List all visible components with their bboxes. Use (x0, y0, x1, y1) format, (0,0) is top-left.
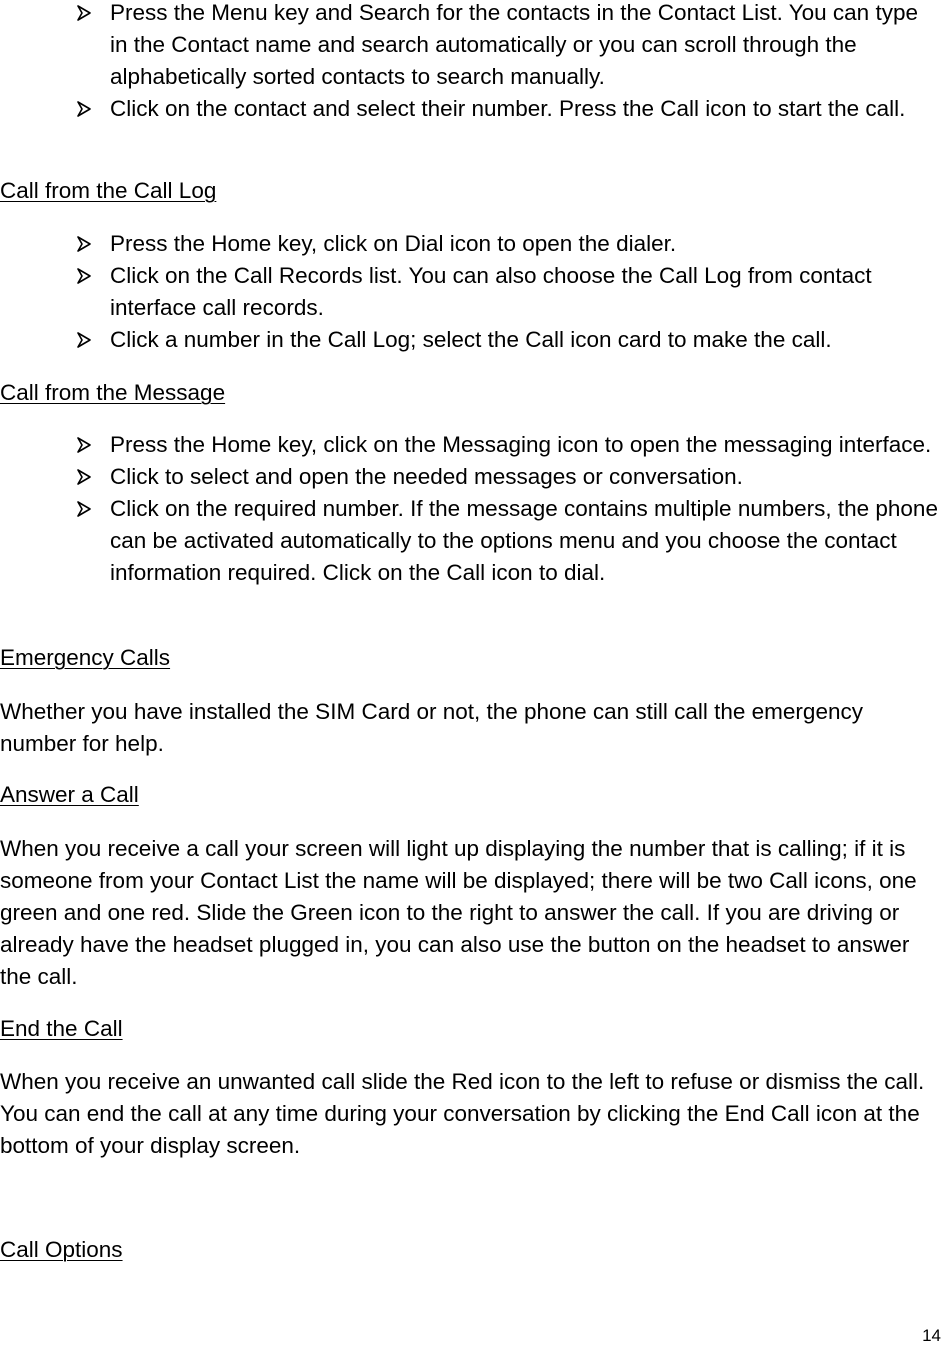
paragraph-end-call: When you receive an unwanted call slide the Red icon to the left to refuse or dismiss the call. You can end the call at any time during your conversation by clicking the End Call icon at the bottom of your display screen. (0, 1069, 925, 1158)
heading-call-options: Call Options (0, 1237, 123, 1262)
list-item (0, 461, 947, 493)
bullet-text: Click a number in the Call Log; select the Call icon card to make the call. (110, 327, 832, 352)
heading-call-log: Call from the Call Log (0, 178, 217, 203)
arrow-bullet-icon (76, 493, 100, 525)
paragraph-answer: When you receive a call your screen will light up displaying the number that is calling; if it is someone from your Contact List the name will be displayed; there will be two Call icons, one green and one red. Slide the Green icon to the right to answer the call. If you are driving or already have the headset plugged in, you can also use the button on the headset to answer the call. (0, 836, 917, 989)
bullet-text: Press the Home key, click on Dial icon to open the dialer. (110, 231, 677, 256)
heading-call-from-message: Call from the Message (0, 380, 226, 405)
list-item (0, 93, 947, 125)
paragraph-emergency: Whether you have installed the SIM Card or not, the phone can still call the emergency number for help. (0, 699, 863, 756)
list-item (0, 228, 947, 260)
list-item (0, 260, 947, 324)
intro-bullet-list (0, 0, 947, 125)
message-bullet-list (0, 429, 947, 589)
bullet-text: Click on the contact and select their number. Press the Call icon to start the call. (110, 96, 906, 121)
arrow-bullet-icon (76, 228, 100, 260)
bullet-text: Click on the Call Records list. You can also choose the Call Log from contact interface call records. (110, 263, 872, 320)
arrow-bullet-icon (76, 429, 100, 461)
bullet-text: Click to select and open the needed messages or conversation. (110, 464, 743, 489)
page-number: 14 (922, 1326, 941, 1345)
arrow-bullet-icon (76, 93, 100, 125)
list-item (0, 0, 947, 93)
heading-end-the-call: End the Call (0, 1016, 123, 1041)
call-log-bullet-list (0, 228, 947, 356)
arrow-bullet-icon (76, 260, 100, 292)
arrow-bullet-icon (76, 0, 100, 29)
list-item (0, 324, 947, 356)
bullet-text: Click on the required number. If the message contains multiple numbers, the phone can be activated automatically to the options menu and you choose the contact information required. Click on the Call icon to dial. (110, 496, 938, 585)
bullet-text: Press the Home key, click on the Messaging icon to open the messaging interface. (110, 432, 932, 457)
bullet-text: Press the Menu key and Search for the contacts in the Contact List. You can type in the Contact name and search automatically or you can scroll through the alphabetically sorted contacts to search manually. (110, 0, 918, 89)
list-item (0, 493, 947, 589)
heading-answer-a-call: Answer a Call (0, 782, 139, 807)
heading-emergency-calls: Emergency Calls (0, 645, 171, 670)
arrow-bullet-icon (76, 461, 100, 493)
arrow-bullet-icon (76, 324, 100, 356)
list-item (0, 429, 947, 461)
